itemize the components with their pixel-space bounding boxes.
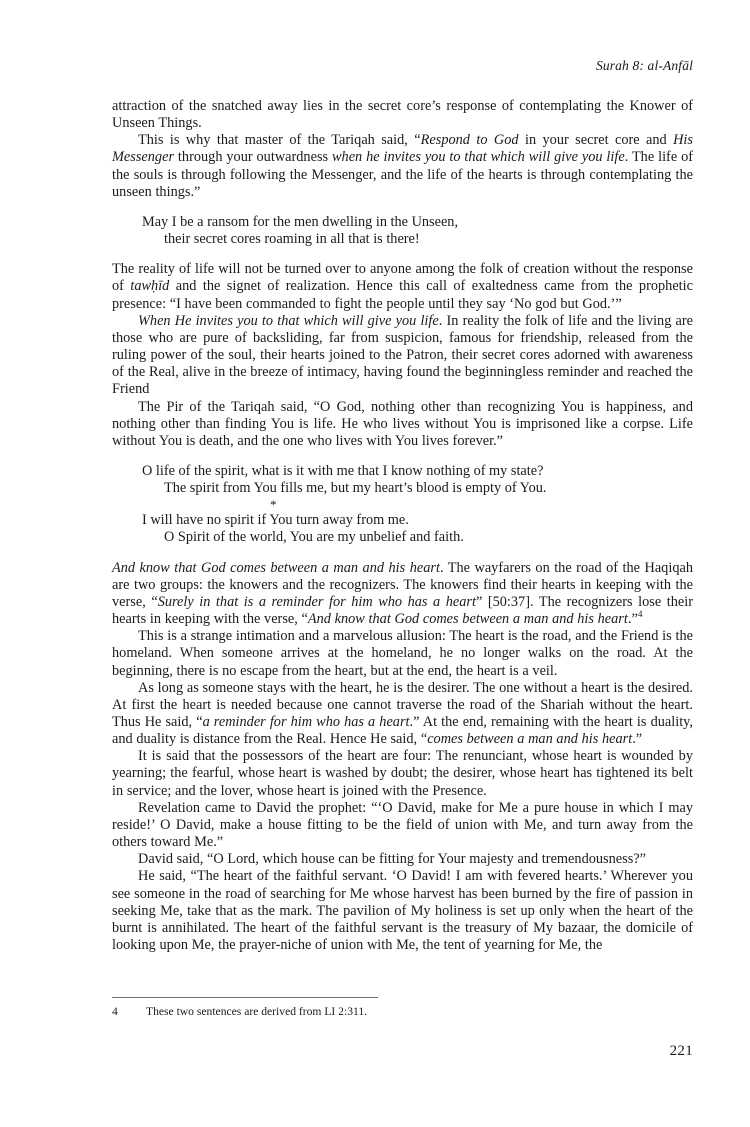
paragraph-4 [112, 313, 693, 399]
paragraph-11 [112, 851, 693, 868]
page-number: 221 [669, 1043, 693, 1059]
paragraph-3 [112, 261, 693, 312]
paragraph-2-text-d: . The life of the souls is through following the Messenger, and the life of the hearts is through contemplating the unseen things.” [112, 149, 694, 200]
paragraph-6-text-a: . The wayfarers on the road of the Haqiqah are two groups: the knowers and the recognizers. The knowers find their hearts in keeping with the verse, “ [112, 559, 693, 610]
paragraph-2 [112, 132, 693, 201]
verse-spacer-top [112, 201, 693, 214]
paragraph-9 [112, 748, 693, 799]
paragraph-7-text: This is a strange intimation and a marvelous allusion: The heart is the road, and the Friend is the homeland. When someone arrives at the homeland, he no longer walks on the road. At the beginning, there is no escape from the heart, but at the end, the heart is a veil. [112, 628, 693, 679]
paragraph-2-text-a: This is why that master of the Tariqah said, “ [138, 132, 421, 149]
paragraph-12-text: He said, “The heart of the faithful servant. ‘O David! I am with fevered hearts.’ Wherever you see someone in the road of searching for Me whose harvest has been burned by the fire of passion in seeking Me, take that as the mark. The pavilion of My holiness is set up only when the heart of the burnt is annihilated. The heart of the faithful servant is the treasury of My bazaar, the domicile of looking upon Me, the prayer-niche of union with Me, the tent of yearning for Me, the [112, 868, 693, 954]
paragraph-2-text-b: in your secret core and [518, 132, 674, 149]
paragraph-2-text-c: through your outwardness [174, 149, 332, 166]
footnote-text: These two sentences are derived from LI 2:311. [146, 1005, 368, 1018]
paragraph-3-text-b: and the signet of realization. Hence this call of exaltedness came from the prophetic presence: “I have been commanded to fight the people until they say ‘No god but God.’” [112, 278, 693, 312]
text-column [112, 98, 693, 954]
paragraph-6-quran-2: Surely in that is a reminder for him who has a heart [157, 593, 476, 610]
paragraph-12 [112, 868, 693, 954]
verse-spacer-top-2 [112, 450, 693, 463]
paragraph-8-quran-1: a reminder for him who has a heart [202, 714, 410, 730]
verse-separator-asterisk: * [270, 497, 277, 513]
footnote-area [112, 997, 693, 1019]
paragraph-1 [112, 98, 693, 132]
paragraph-3-term-tawhid: tawḥīd [130, 278, 170, 295]
verse-2-line-2: The spirit from You fills me, but my heart’s blood is empty of You. [164, 480, 547, 497]
paragraph-8-text-b: .” At the end, remaining with the heart is duality, and duality is distance from the Real. Hence He said, “ [112, 714, 693, 748]
verse-3-line-1: I will have no spirit if You turn away from me. [142, 512, 409, 529]
paragraph-11-text: David said, “O Lord, which house can be fitting for Your majesty and tremendousness?” [138, 851, 646, 868]
verse-3-line-2: O Spirit of the world, You are my unbelief and faith. [164, 529, 464, 546]
footnote-reference-4[interactable]: 4 [637, 609, 643, 620]
paragraph-4-quran-1: When He invites you to that which will give you life [138, 312, 439, 329]
footnote-number: 4 [112, 1005, 118, 1018]
paragraph-4-text-a: . In reality the folk of life and the living are those who are pure of backsliding, far from suspicion, famous for friendship, released from the ruling power of the soul, their hearts joined to the Patron, their secret cores adorned with awareness of the Real, alive in the breeze of intimacy, having found the beginningless reminder and reached the Friend [112, 312, 693, 398]
paragraph-10 [112, 800, 693, 851]
paragraph-6-text-b: ” [50:37]. The recognizers lose their hearts in keeping with the verse, “ [112, 593, 693, 628]
paragraph-6-quran-1: And know that God comes between a man and his heart [112, 559, 440, 576]
verse-spacer-bottom-2 [112, 547, 693, 560]
paragraph-2-quran-3: when he invites you to that which will give you life [332, 149, 625, 166]
paragraph-8-text-a: As long as someone stays with the heart, he is the desirer. The one without a heart is the desired. At first the heart is needed because one cannot traverse the road of the Shariah without the heart. Thus He said, “ [112, 679, 693, 730]
footnote-separator-rule [112, 997, 378, 998]
verse-1-line-2: their secret cores roaming in all that is there! [164, 231, 420, 248]
verse-block-1 [112, 214, 693, 248]
paragraph-3-text-a: The reality of life will not be turned over to anyone among the folk of creation without the response of [112, 261, 693, 295]
paragraph-8 [112, 680, 693, 749]
paragraph-2-quran-1: Respond to God [420, 132, 519, 149]
verse-block-2 [112, 463, 693, 547]
paragraph-5-text: The Pir of the Tariqah said, “O God, nothing other than recognizing You is happiness, and nothing other than finding You is life. He who lives without You is imprisoned like a corpse. Life without You is death, and the one who lives with You lives forever.” [112, 398, 693, 449]
verse-2-line-1: O life of the spirit, what is it with me that I know nothing of my state? [142, 462, 544, 479]
paragraph-7 [112, 628, 693, 679]
paragraph-2-quran-2: His Messenger [112, 132, 693, 166]
paragraph-5 [112, 399, 693, 450]
paragraph-10-text: Revelation came to David the prophet: “‘O David, make for Me a pure house in which I may reside!’ O David, make a house fitting to be the field of union with Me, and turn away from the others toward Me.” [112, 799, 693, 851]
verse-1-line-1: May I be a ransom for the men dwelling in the Unseen, [142, 213, 459, 230]
running-head: Surah 8: al-Anfāl [595, 58, 693, 73]
footnote-item [112, 1005, 693, 1019]
paragraph-6-quran-3: And know that God comes between a man and his heart [307, 611, 628, 628]
paragraph-1-text: attraction of the snatched away lies in the secret core’s response of contemplating the Knower of Unseen Things. [112, 98, 693, 132]
paragraph-6-text-c: .” [627, 611, 638, 628]
verse-spacer-bottom [112, 248, 693, 261]
paragraph-6 [112, 560, 693, 629]
paragraph-8-text-c: .” [632, 731, 643, 748]
paragraph-9-text: It is said that the possessors of the heart are four: The renunciant, whose heart is wounded by yearning; the fearful, whose heart is washed by doubt; the desirer, whose heart has tightened its belt in service; and the lover, whose heart is joined with the Presence. [112, 748, 693, 799]
paragraph-8-quran-2: comes between a man and his heart [427, 731, 633, 748]
